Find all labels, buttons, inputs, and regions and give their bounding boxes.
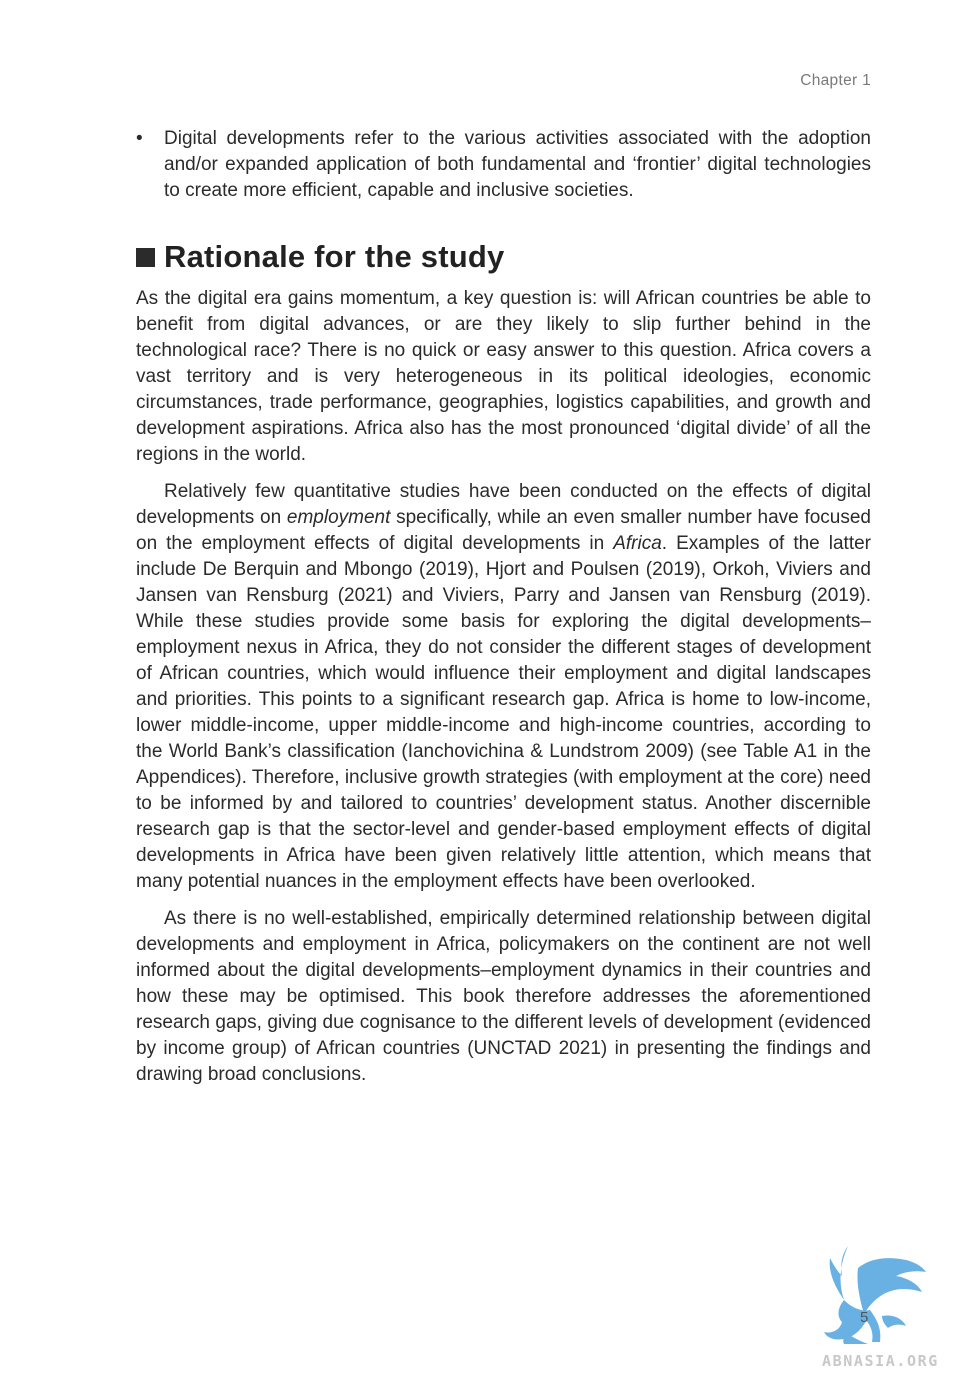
page-number: 5 [860,1309,869,1326]
griffin-logo-icon [818,1238,930,1350]
bullet-marker: • [136,128,143,149]
watermark: ABNASIA.ORG [822,1352,939,1370]
paragraph-2-part-2: specifically, while an even smaller number have focused on the employment effects of digital developments in [136,507,871,554]
page-content [136,126,871,1099]
emphasis-africa: Africa [613,533,662,554]
paragraph-2-part-3: . Examples of the latter include De Berquin and Mbongo (2019), Hjort and Poulsen (2019), Orkoh, Viviers and Jansen van Rensburg (2021) and Viviers, Parry and Jansen van Rensburg (2019). While these studies provide some basis for exploring the digital developments–employment nexus in Africa, they do not consider the different stages of development of African countries, which would influence their employment and digital landscapes and priorities. This points to a significant research gap. Africa is home to low-income, lower middle-income, upper middle-income and high-income countries, according to the World Bank’s classification (Ianchovichina & Lundstrom 2009) (see Table A1 in the Appendices). Therefore, inclusive growth strategies (with employment at the core) need to be informed by and tailored to countries’ development status. Another discernible research gap is that the sector-level and gender-based employment effects of digital developments in Africa have been given relatively little attention, which means that many potential nuances in the employment effects have been overlooked. [136,533,871,892]
bullet-item [136,126,871,204]
running-head: Chapter 1 [800,72,871,89]
paragraph-2 [136,479,871,895]
emphasis-employment: employment [286,507,391,528]
paragraph-2-part-1: Relatively few quantitative studies have been conducted on the effects of digital developments on [136,481,871,528]
paragraph-3: As there is no well-established, empirically determined relationship between digital developments and employment in Africa, policymakers on the continent are not well informed about the digital developments–employment dynamics in their countries and how these may be optimised. This book therefore addresses the aforementioned research gaps, giving due cognisance to the different levels of development (evidenced by income group) of African countries (UNCTAD 2021) in presenting the findings and drawing broad conclusions. [136,908,871,1085]
section-title: Rationale for the study [164,239,505,274]
section-heading [136,237,871,277]
paragraph-1: As the digital era gains momentum, a key question is: will African countries be able to benefit from digital advances, or are they likely to slip further behind in the technological race? There is no quick or easy answer to this question. Africa covers a vast territory and is very heterogeneous in its political ideologies, economic circumstances, trade performance, geographies, logistics capabilities, and growth and development aspirations. Africa also has the most pronounced ‘digital divide’ of all the regions in the world. [136,288,871,465]
heading-square-icon [136,248,155,267]
bullet-text: Digital developments refer to the various activities associated with the adoption and/or expanded application of both fundamental and ‘frontier’ digital technologies to create more efficient, capable and inclusive societies. [164,128,871,201]
